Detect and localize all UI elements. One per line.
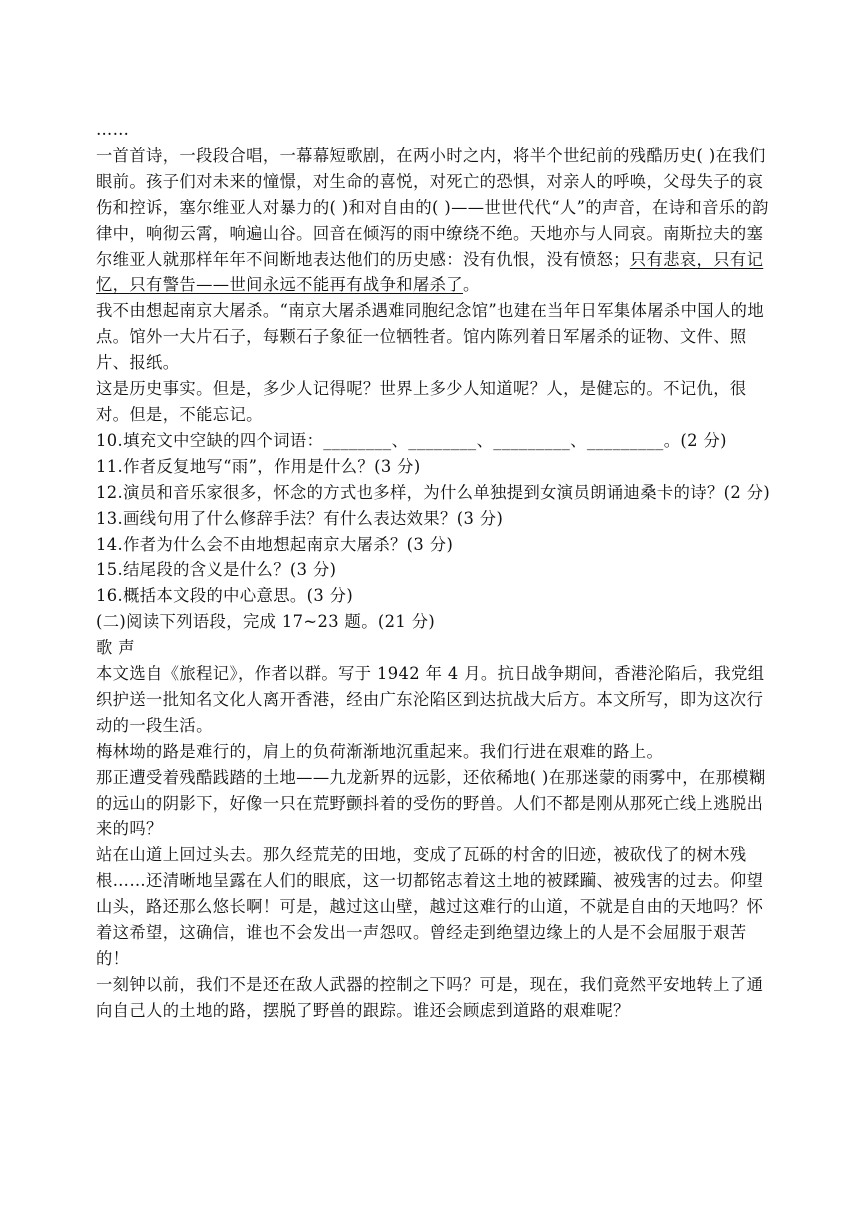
ellipsis: …… — [96, 120, 130, 139]
underlined-sentence: 只有悲哀，只有记忆，只有警告——世间永远不能再有战争和屠杀了 — [96, 249, 764, 295]
question-13: 13.画线句用了什么修辞手法？有什么表达效果？(3 分) — [96, 508, 504, 528]
question-16: 16.概括本文段的中心意思。(3 分) — [96, 586, 354, 606]
document-page — [96, 117, 776, 1024]
body-paragraph: 那正遭受着残酷践踏的土地——九龙新界的远影，还依稀地( )在那迷蒙的雨雾中，在那模糊的远山的阴影下，好像一只在荒野颤抖着的受伤的野兽。人们不都是刚从那死亡线上逃脱出来的吗？ — [96, 767, 766, 839]
paragraph-poems-end: 。 — [463, 275, 480, 295]
question-11: 11.作者反复地写“雨”，作用是什么？(3 分) — [96, 456, 421, 476]
question-10: 10.填充文中空缺的四个词语：________、________、_________、_________。(2 分) — [96, 430, 727, 450]
article-title: 歌 声 — [96, 638, 135, 658]
body-paragraph: 一刻钟以前，我们不是还在敌人武器的控制之下吗？可是，现在，我们竟然平安地转上了通向自己人的土地的路，摆脱了野兽的跟踪。谁还会顾虑到道路的艰难呢？ — [96, 974, 764, 1020]
question-14: 14.作者为什么会不由地想起南京大屠杀？(3 分) — [96, 534, 454, 554]
body-paragraph: 梅林坳的路是难行的，肩上的负荷渐渐地沉重起来。我们行进在艰难的路上。 — [96, 741, 664, 761]
body-paragraph: 站在山道上回过头去。那久经荒芜的田地，变成了瓦砾的村舍的旧迹，被砍伐了的树木残根……还清晰地呈露在人们的眼底，这一切都铭志着这土地的被蹂躏、被残害的过去。仰望山头，路还那么悠长啊！可是，越过这山壁，越过这难行的山道，不就是自由的天地吗？怀着这希望，这确信，谁也不会发出一声怨叹。曾经走到绝望边缘上的人是不会屈服于艰苦的！ — [96, 845, 764, 968]
paragraph-poems — [96, 143, 776, 298]
paragraph-history: 这是历史事实。但是，多少人记得呢？世界上多少人知道呢？人，是健忘的。不记仇，很对。但是，不能忘记。 — [96, 379, 747, 424]
paragraph-nanjing: 我不由想起南京大屠杀。“南京大屠杀遇难同胞纪念馆”也建在当年日军集体屠杀中国人的地点。馆外一大片石子，每颗石子象征一位牺牲者。馆内陈列着日军屠杀的证物、文件、照片、报纸。 — [96, 301, 765, 373]
question-15: 15.结尾段的含义是什么？(3 分) — [96, 560, 337, 580]
article-intro: 本文选自《旅程记》，作者以群。写于 1942 年 4 月。抗日战争期间，香港沦陷后，我党组织护送一批知名文化人离开香港，经由广东沦陷区到达抗战大后方。本文所写，即为这次行动的一段生活。 — [96, 664, 765, 735]
section-2-header: (二)阅读下列语段，完成 17~23 题。(21 分) — [96, 612, 436, 632]
question-12: 12.演员和音乐家很多，怀念的方式也多样，为什么单独提到女演员朗诵迪桑卡的诗？(2 分) — [96, 482, 771, 502]
paragraph-poems-text: 一首首诗，一段段合唱，一幕幕短歌剧，在两小时之内，将半个世纪前的残酷历史( )在我们眼前。孩子们对未来的憧憬，对生命的喜悦，对死亡的恐惧，对亲人的呼唤，父母失子的哀伤和控诉，塞尔维亚人对暴力的( )和对自由的( )——世世代代“人”的声音，在诗和音乐的韵律中，响彻云霄，响遍山谷。回音在倾泻的雨中缭绕不绝。天地亦与人同哀。南斯拉夫的塞尔维亚人就那样年年不间断地表达他们的历史感：没有仇恨，没有愤怒； — [96, 145, 769, 269]
